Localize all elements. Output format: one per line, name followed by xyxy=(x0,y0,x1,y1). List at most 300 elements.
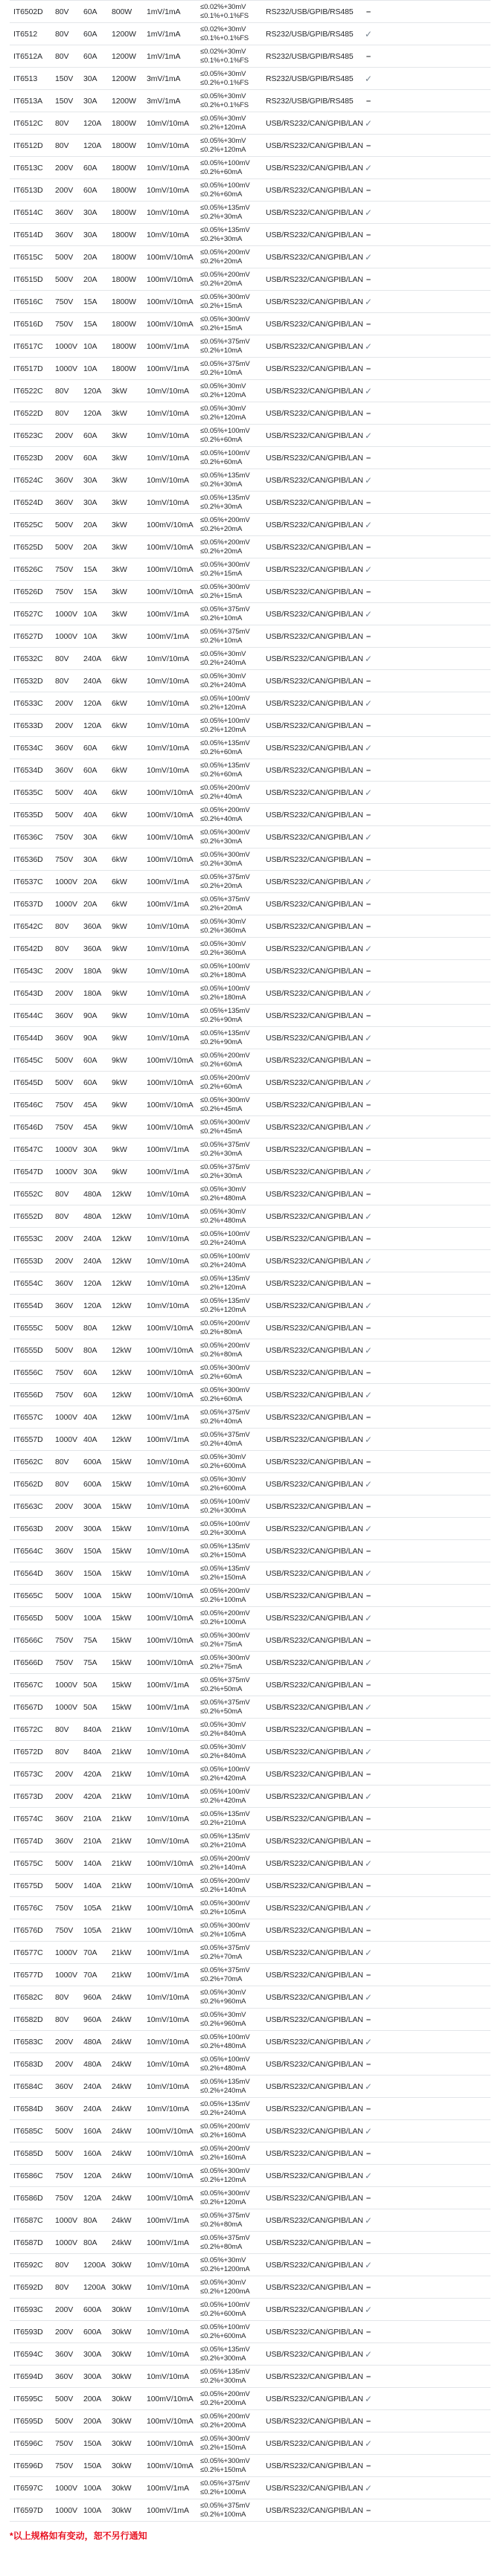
accuracy-voltage-line: ≤0.05%+200mV xyxy=(200,516,250,524)
table-row xyxy=(10,179,491,202)
cell-voltage: 500V xyxy=(55,2126,74,2136)
accuracy-voltage-line: ≤0.05%+300mV xyxy=(200,1386,250,1394)
cell-model: IT6554D xyxy=(13,1301,43,1310)
table-row xyxy=(10,2299,491,2321)
table-row xyxy=(10,1540,491,1562)
cell-interfaces: USB/RS232/CAN/GPIB/LAN xyxy=(266,1234,363,1243)
cell-voltage: 750V xyxy=(55,2438,74,2448)
cell-model: IT6564D xyxy=(13,1568,43,1578)
accuracy-voltage-line: ≤0.05%+135mV xyxy=(200,2078,250,2086)
table-row xyxy=(10,1808,491,1830)
dash-icon: – xyxy=(365,274,371,284)
dash-icon: – xyxy=(365,408,371,418)
accuracy-voltage-line: ≤0.05%+30mV xyxy=(200,115,246,123)
cell-resolution: 100mV/1mA xyxy=(147,1434,189,1444)
cell-voltage: 200V xyxy=(55,185,74,195)
cell-power: 24kW xyxy=(112,2193,132,2203)
checkmark-icon: ✓ xyxy=(365,698,372,709)
cell-resolution: 100mV/1mA xyxy=(147,631,189,641)
cell-resolution: 100mV/10mA xyxy=(147,1903,194,1913)
cell-accuracy xyxy=(200,2078,266,2095)
accuracy-current-line: ≤0.2%+200mA xyxy=(200,2398,246,2407)
cell-voltage: 80V xyxy=(55,141,69,150)
spec-table-body xyxy=(10,1,491,2522)
checkmark-icon: ✓ xyxy=(365,162,372,173)
cell-model: IT6585C xyxy=(13,2126,43,2136)
cell-current: 160A xyxy=(83,2148,102,2158)
table-row xyxy=(10,1205,491,1228)
accuracy-voltage-line: ≤0.05%+100mV xyxy=(200,2033,250,2041)
cell-current: 150A xyxy=(83,2461,102,2470)
cell-current: 1200A xyxy=(83,2260,106,2270)
dash-icon: – xyxy=(365,230,371,239)
table-row xyxy=(10,1317,491,1339)
cell-current: 480A xyxy=(83,1211,102,1221)
cell-voltage: 200V xyxy=(55,698,74,708)
cell-model: IT6566D xyxy=(13,1658,43,1667)
cell-resolution: 10mV/10mA xyxy=(147,1568,189,1578)
cell-voltage: 200V xyxy=(55,966,74,976)
accuracy-voltage-line: ≤0.05%+200mV xyxy=(200,1319,250,1327)
table-row xyxy=(10,135,491,157)
cell-model: IT6545D xyxy=(13,1078,43,1087)
cell-accuracy xyxy=(200,2167,266,2184)
cell-voltage: 750V xyxy=(55,1368,74,1377)
cell-interfaces: USB/RS232/CAN/GPIB/LAN xyxy=(266,810,363,820)
cell-resolution: 100mV/10mA xyxy=(147,1100,194,1110)
cell-power: 30kW xyxy=(112,2282,132,2292)
cell-interfaces: USB/RS232/CAN/GPIB/LAN xyxy=(266,2104,363,2113)
cell-voltage: 500V xyxy=(55,2394,74,2403)
cell-resolution: 10mV/10mA xyxy=(147,2059,189,2069)
cell-current: 45A xyxy=(83,1100,98,1110)
cell-interfaces: USB/RS232/CAN/GPIB/LAN xyxy=(266,1055,363,1065)
cell-current: 90A xyxy=(83,1033,98,1043)
cell-model: IT6587D xyxy=(13,2238,43,2247)
dash-icon: – xyxy=(365,2416,371,2426)
cell-power: 6kW xyxy=(112,877,127,886)
cell-power: 15kW xyxy=(112,1613,132,1623)
cell-current: 10A xyxy=(83,609,98,619)
accuracy-voltage-line: ≤0.05%+30mV xyxy=(200,1475,246,1484)
cell-voltage: 200V xyxy=(55,1234,74,1243)
cell-model: IT6574D xyxy=(13,1836,43,1846)
accuracy-current-line: ≤0.2%+60mA xyxy=(200,190,243,199)
cell-accuracy xyxy=(200,382,266,399)
dash-icon: – xyxy=(365,1814,371,1823)
dash-icon: – xyxy=(365,51,371,61)
cell-interfaces: USB/RS232/CAN/GPIB/LAN xyxy=(266,297,363,306)
cell-accuracy xyxy=(200,1698,266,1716)
table-row xyxy=(10,1674,491,1696)
table-row xyxy=(10,1652,491,1674)
accuracy-current-line: ≤0.2%+10mA xyxy=(200,346,243,355)
cell-model: IT6557C xyxy=(13,1412,43,1422)
accuracy-voltage-line: ≤0.05%+375mV xyxy=(200,1163,250,1171)
cell-model: IT6575C xyxy=(13,1858,43,1868)
cell-current: 40A xyxy=(83,788,98,797)
accuracy-current-line: ≤0.2%+90mA xyxy=(200,1037,243,1046)
cell-interfaces: USB/RS232/CAN/GPIB/LAN xyxy=(266,2171,363,2180)
cell-interfaces: USB/RS232/CAN/GPIB/LAN xyxy=(266,2461,363,2470)
cell-power: 6kW xyxy=(112,698,127,708)
cell-interfaces: USB/RS232/CAN/GPIB/LAN xyxy=(266,698,363,708)
cell-resolution: 10mV/10mA xyxy=(147,1992,189,2002)
cell-current: 120A xyxy=(83,408,102,418)
cell-power: 21kW xyxy=(112,1970,132,1980)
cell-voltage: 750V xyxy=(55,1925,74,1935)
cell-resolution: 10mV/10mA xyxy=(147,2104,189,2113)
table-row xyxy=(10,871,491,893)
cell-model: IT6587C xyxy=(13,2215,43,2225)
cell-voltage: 360V xyxy=(55,230,74,239)
accuracy-voltage-line: ≤0.05%+100mV xyxy=(200,2323,250,2331)
cell-voltage: 1000V xyxy=(55,1167,77,1176)
accuracy-current-line: ≤0.2%+30mA xyxy=(200,480,243,489)
cell-voltage: 500V xyxy=(55,520,74,529)
cell-power: 15kW xyxy=(112,1591,132,1600)
cell-interfaces: USB/RS232/CAN/GPIB/LAN xyxy=(266,542,363,552)
cell-resolution: 10mV/10mA xyxy=(147,1457,189,1466)
cell-model: IT6545C xyxy=(13,1055,43,1065)
cell-resolution: 100mV/10mA xyxy=(147,1368,194,1377)
cell-interfaces: USB/RS232/CAN/GPIB/LAN xyxy=(266,1278,363,1288)
accuracy-current-line: ≤0.2%+60mA xyxy=(200,457,243,466)
dash-icon: – xyxy=(365,2371,371,2381)
accuracy-voltage-line: ≤0.05%+375mV xyxy=(200,1698,250,1707)
cell-resolution: 10mV/10mA xyxy=(147,141,189,150)
cell-model: IT6553D xyxy=(13,1256,43,1266)
cell-model: IT6535C xyxy=(13,788,43,797)
cell-voltage: 1000V xyxy=(55,2505,77,2515)
cell-interfaces: USB/RS232/CAN/GPIB/LAN xyxy=(266,2305,363,2314)
cell-resolution: 100mV/1mA xyxy=(147,364,189,373)
cell-voltage: 80V xyxy=(55,921,69,931)
accuracy-voltage-line: ≤0.05%+100mV xyxy=(200,695,250,703)
checkmark-icon: ✓ xyxy=(365,207,372,218)
table-row xyxy=(10,670,491,692)
cell-resolution: 10mV/10mA xyxy=(147,498,189,507)
cell-current: 480A xyxy=(83,2059,102,2069)
cell-accuracy xyxy=(200,2145,266,2162)
cell-accuracy xyxy=(200,1743,266,1760)
cell-resolution: 100mV/10mA xyxy=(147,564,194,574)
cell-voltage: 750V xyxy=(55,832,74,842)
accuracy-current-line: ≤0.2%+30mA xyxy=(200,859,243,868)
accuracy-voltage-line: ≤0.05%+375mV xyxy=(200,2479,250,2488)
cell-power: 15kW xyxy=(112,1479,132,1489)
checkmark-icon: ✓ xyxy=(365,1991,372,2003)
cell-interfaces: USB/RS232/CAN/GPIB/LAN xyxy=(266,1368,363,1377)
cell-current: 60A xyxy=(83,453,98,463)
cell-accuracy xyxy=(200,2100,266,2117)
accuracy-current-line: ≤0.2%+210mA xyxy=(200,1818,246,1827)
cell-accuracy xyxy=(200,471,266,489)
cell-power: 15kW xyxy=(112,1635,132,1645)
cell-model: IT6573D xyxy=(13,1791,43,1801)
checkmark-icon: ✓ xyxy=(365,608,372,619)
cell-model: IT6554C xyxy=(13,1278,43,1288)
cell-voltage: 200V xyxy=(55,988,74,998)
cell-resolution: 10mV/10mA xyxy=(147,1769,189,1779)
cell-model: IT6594D xyxy=(13,2371,43,2381)
cell-accuracy xyxy=(200,2457,266,2474)
cell-model: IT6592C xyxy=(13,2260,43,2270)
table-row xyxy=(10,469,491,492)
cell-resolution: 100mV/1mA xyxy=(147,609,189,619)
cell-resolution: 100mV/1mA xyxy=(147,1412,189,1422)
cell-model: IT6557D xyxy=(13,1434,43,1444)
cell-interfaces: USB/RS232/CAN/GPIB/LAN xyxy=(266,2081,363,2091)
cell-model: IT6584C xyxy=(13,2081,43,2091)
accuracy-current-line: ≤0.2%+600mA xyxy=(200,2309,246,2318)
table-row xyxy=(10,2165,491,2187)
cell-current: 200A xyxy=(83,2394,102,2403)
cell-model: IT6585D xyxy=(13,2148,43,2158)
table-row xyxy=(10,1786,491,1808)
cell-power: 30kW xyxy=(112,2461,132,2470)
cell-accuracy xyxy=(200,25,266,42)
cell-current: 75A xyxy=(83,1658,98,1667)
cell-voltage: 200V xyxy=(55,163,74,173)
cell-resolution: 10mV/10mA xyxy=(147,230,189,239)
table-row xyxy=(10,1875,491,1897)
cell-current: 10A xyxy=(83,341,98,351)
accuracy-voltage-line: ≤0.05%+30mV xyxy=(200,2279,246,2287)
cell-accuracy xyxy=(200,2368,266,2385)
accuracy-current-line: ≤0.2%+70mA xyxy=(200,1952,243,1961)
cell-voltage: 360V xyxy=(55,475,74,485)
cell-resolution: 100mV/10mA xyxy=(147,1345,194,1355)
cell-voltage: 200V xyxy=(55,721,74,730)
accuracy-current-line: ≤0.2%+100mA xyxy=(200,2488,246,2496)
cell-accuracy xyxy=(200,293,266,310)
cell-power: 24kW xyxy=(112,2015,132,2024)
accuracy-voltage-line: ≤0.05%+135mV xyxy=(200,1297,250,1305)
cell-accuracy xyxy=(200,672,266,689)
cell-power: 3kW xyxy=(112,453,127,463)
cell-interfaces: USB/RS232/CAN/GPIB/LAN xyxy=(266,676,363,686)
accuracy-current-line: ≤0.2%+200mA xyxy=(200,2421,246,2430)
table-row xyxy=(10,960,491,982)
spec-table xyxy=(10,0,491,2522)
dash-icon: – xyxy=(365,854,371,864)
cell-current: 30A xyxy=(83,230,98,239)
cell-model: IT6532C xyxy=(13,654,43,663)
cell-interfaces: USB/RS232/CAN/GPIB/LAN xyxy=(266,408,363,418)
cell-interfaces: RS232/USB/GPIB/RS485 xyxy=(266,7,354,16)
table-row xyxy=(10,246,491,268)
accuracy-current-line: ≤0.2%+600mA xyxy=(200,1484,246,1493)
cell-accuracy xyxy=(200,2055,266,2073)
cell-voltage: 500V xyxy=(55,788,74,797)
cell-model: IT6517D xyxy=(13,364,43,373)
cell-resolution: 100mV/10mA xyxy=(147,1323,194,1333)
table-row xyxy=(10,1741,491,1763)
accuracy-voltage-line: ≤0.05%+375mV xyxy=(200,1408,250,1417)
cell-resolution: 10mV/10mA xyxy=(147,1791,189,1801)
dash-icon: – xyxy=(365,966,371,976)
accuracy-voltage-line: ≤0.05%+375mV xyxy=(200,2502,250,2510)
cell-voltage: 200V xyxy=(55,453,74,463)
accuracy-current-line: ≤0.2%+100mA xyxy=(200,1595,246,1604)
cell-interfaces: USB/RS232/CAN/GPIB/LAN xyxy=(266,2483,363,2493)
dash-icon: – xyxy=(365,1144,371,1154)
cell-accuracy xyxy=(200,360,266,377)
accuracy-voltage-line: ≤0.05%+375mV xyxy=(200,1676,250,1684)
table-row xyxy=(10,648,491,670)
cell-model: IT6547D xyxy=(13,1167,43,1176)
table-row xyxy=(10,692,491,715)
cell-model: IT6575D xyxy=(13,1881,43,1890)
accuracy-current-line: ≤0.2%+420mA xyxy=(200,1774,246,1783)
table-row xyxy=(10,514,491,536)
accuracy-voltage-line: ≤0.05%+300mV xyxy=(200,2435,250,2443)
checkmark-icon: ✓ xyxy=(365,28,372,39)
cell-model: IT6544D xyxy=(13,1033,43,1043)
checkmark-icon: ✓ xyxy=(365,2170,372,2181)
accuracy-current-line: ≤0.2%+600mA xyxy=(200,2331,246,2340)
cell-resolution: 10mV/10mA xyxy=(147,1278,189,1288)
accuracy-voltage-line: ≤0.05%+200mV xyxy=(200,784,250,792)
accuracy-voltage-line: ≤0.05%+135mV xyxy=(200,1007,250,1015)
accuracy-voltage-line: ≤0.05%+100mV xyxy=(200,962,250,970)
cell-voltage: 80V xyxy=(55,1211,69,1221)
dash-icon: – xyxy=(365,2505,371,2515)
cell-model: IT6512D xyxy=(13,141,43,150)
table-row xyxy=(10,1072,491,1094)
cell-voltage: 80V xyxy=(55,1189,69,1199)
cell-current: 150A xyxy=(83,1568,102,1578)
cell-model: IT6537C xyxy=(13,877,43,886)
table-row xyxy=(10,915,491,938)
accuracy-voltage-line: ≤0.05%+300mV xyxy=(200,293,250,301)
cell-voltage: 500V xyxy=(55,542,74,552)
dash-icon: – xyxy=(365,1970,371,1980)
cell-current: 200A xyxy=(83,2416,102,2426)
accuracy-current-line: ≤0.2%+240mA xyxy=(200,1260,246,1269)
checkmark-icon: ✓ xyxy=(365,1300,372,1311)
cell-accuracy xyxy=(200,739,266,756)
accuracy-current-line: ≤0.2%+120mA xyxy=(200,725,246,734)
cell-current: 105A xyxy=(83,1925,102,1935)
cell-model: IT6572D xyxy=(13,1747,43,1756)
cell-resolution: 100mV/10mA xyxy=(147,587,194,596)
cell-current: 20A xyxy=(83,542,98,552)
table-row xyxy=(10,2031,491,2053)
cell-resolution: 10mV/10mA xyxy=(147,2305,189,2314)
cell-accuracy xyxy=(200,2301,266,2318)
cell-accuracy xyxy=(200,1141,266,1158)
cell-accuracy xyxy=(200,137,266,154)
cell-interfaces: USB/RS232/CAN/GPIB/LAN xyxy=(266,1769,363,1779)
cell-voltage: 750V xyxy=(55,1390,74,1400)
cell-accuracy xyxy=(200,115,266,132)
table-row xyxy=(10,492,491,514)
accuracy-voltage-line: ≤0.05%+30mV xyxy=(200,2256,246,2264)
cell-model: IT6516D xyxy=(13,319,43,329)
dash-icon: – xyxy=(365,765,371,775)
cell-interfaces: USB/RS232/CAN/GPIB/LAN xyxy=(266,1501,363,1511)
table-row xyxy=(10,2009,491,2031)
accuracy-current-line: ≤0.2%+80mA xyxy=(200,2220,243,2229)
table-row xyxy=(10,1830,491,1852)
table-row xyxy=(10,1562,491,1585)
accuracy-current-line: ≤0.2%+120mA xyxy=(200,1305,246,1314)
cell-resolution: 10mV/10mA xyxy=(147,475,189,485)
table-row xyxy=(10,2254,491,2276)
cell-current: 45A xyxy=(83,1122,98,1132)
cell-voltage: 80V xyxy=(55,944,69,953)
cell-interfaces: USB/RS232/CAN/GPIB/LAN xyxy=(266,788,363,797)
cell-resolution: 100mV/10mA xyxy=(147,1635,194,1645)
cell-current: 70A xyxy=(83,1970,98,1980)
cell-model: IT6527D xyxy=(13,631,43,641)
accuracy-current-line: ≤0.2%+105mA xyxy=(200,1930,246,1939)
cell-resolution: 10mV/10mA xyxy=(147,2037,189,2047)
dash-icon: – xyxy=(365,1278,371,1288)
cell-voltage: 750V xyxy=(55,564,74,574)
cell-accuracy xyxy=(200,561,266,578)
cell-power: 15kW xyxy=(112,1501,132,1511)
cell-current: 160A xyxy=(83,2126,102,2136)
cell-voltage: 360V xyxy=(55,1836,74,1846)
cell-power: 30kW xyxy=(112,2305,132,2314)
cell-accuracy xyxy=(200,1989,266,2006)
cell-voltage: 360V xyxy=(55,1546,74,1556)
table-row xyxy=(10,23,491,45)
cell-current: 60A xyxy=(83,51,98,61)
cell-accuracy xyxy=(200,1052,266,1069)
cell-current: 60A xyxy=(83,431,98,440)
cell-interfaces: USB/RS232/CAN/GPIB/LAN xyxy=(266,475,363,485)
cell-resolution: 10mV/10mA xyxy=(147,1256,189,1266)
cell-interfaces: USB/RS232/CAN/GPIB/LAN xyxy=(266,988,363,998)
cell-interfaces: USB/RS232/CAN/GPIB/LAN xyxy=(266,1412,363,1422)
cell-voltage: 80V xyxy=(55,118,69,128)
cell-current: 840A xyxy=(83,1725,102,1734)
cell-power: 1800W xyxy=(112,207,136,217)
checkmark-icon: ✓ xyxy=(365,385,372,396)
cell-current: 20A xyxy=(83,520,98,529)
accuracy-voltage-line: ≤0.05%+135mV xyxy=(200,1832,250,1841)
cell-resolution: 100mV/1mA xyxy=(147,2238,189,2247)
cell-interfaces: USB/RS232/CAN/GPIB/LAN xyxy=(266,1836,363,1846)
cell-power: 24kW xyxy=(112,2215,132,2225)
cell-model: IT6555C xyxy=(13,1323,43,1333)
cell-voltage: 80V xyxy=(55,2260,69,2270)
cell-voltage: 1000V xyxy=(55,2238,77,2247)
cell-interfaces: USB/RS232/CAN/GPIB/LAN xyxy=(266,1167,363,1176)
cell-interfaces: USB/RS232/CAN/GPIB/LAN xyxy=(266,1747,363,1756)
accuracy-voltage-line: ≤0.05%+375mV xyxy=(200,895,250,904)
cell-model: IT6562C xyxy=(13,1457,43,1466)
cell-voltage: 360V xyxy=(55,1033,74,1043)
checkmark-icon: ✓ xyxy=(365,2393,372,2404)
cell-resolution: 10mV/10mA xyxy=(147,698,189,708)
cell-current: 60A xyxy=(83,29,98,39)
cell-resolution: 100mV/10mA xyxy=(147,2171,194,2180)
cell-power: 9kW xyxy=(112,1055,127,1065)
table-row xyxy=(10,112,491,135)
checkmark-icon: ✓ xyxy=(365,1478,372,1490)
cell-interfaces: USB/RS232/CAN/GPIB/LAN xyxy=(266,2371,363,2381)
checkmark-icon: ✓ xyxy=(365,2081,372,2092)
cell-interfaces: USB/RS232/CAN/GPIB/LAN xyxy=(266,1211,363,1221)
checkmark-icon: ✓ xyxy=(365,1568,372,1579)
cell-current: 20A xyxy=(83,274,98,284)
cell-accuracy xyxy=(200,204,266,221)
